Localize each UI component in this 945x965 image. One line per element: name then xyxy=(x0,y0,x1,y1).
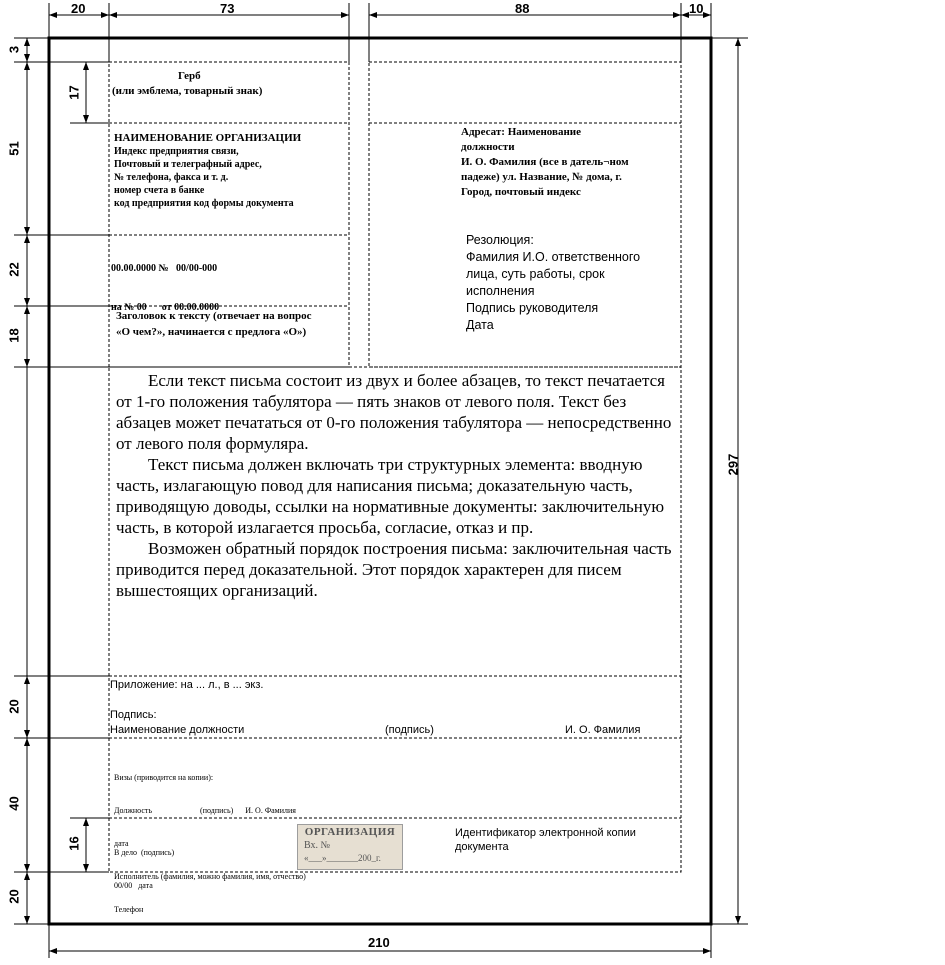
resolution-line: лица, суть работы, срок xyxy=(466,267,605,281)
addressee-block xyxy=(461,125,681,200)
dim-top-73: 73 xyxy=(220,1,235,16)
addressee-line: Город, почтовый индекс xyxy=(461,186,581,198)
dim-left-18: 18 xyxy=(6,328,22,343)
left-arrows xyxy=(24,38,89,924)
stamp-number: Вх. № xyxy=(304,840,331,851)
org-line: номер счета в банке xyxy=(114,185,205,196)
dim-left-22: 22 xyxy=(6,262,22,277)
letter-body xyxy=(116,370,676,601)
resolution-line: Резолюция: xyxy=(466,233,534,247)
org-line: Индекс предприятия связи, xyxy=(114,146,239,157)
filing-line: В дело (подпись) xyxy=(114,848,175,857)
resolution-line: Подпись руководителя xyxy=(466,301,599,315)
heading-line: Заголовок к тексту (отвечает на вопрос xyxy=(116,310,312,322)
addressee-line: падеже) ул. Название, № дома, г. xyxy=(461,171,622,183)
electronic-copy-block xyxy=(455,826,636,854)
stamp-date: «___»_______200_г. xyxy=(304,853,381,863)
visa-line: Телефон xyxy=(114,905,144,914)
filing-block xyxy=(114,825,174,902)
appendix-note: Приложение: на ... л., в ... экз. xyxy=(110,679,264,691)
dim-left-51: 51 xyxy=(6,141,22,156)
visa-line: Должность (подпись) И. О. Фамилия xyxy=(114,806,296,815)
body-paragraph-1: Если текст письма состоит из двух и более абзацев, то текст печатается от 1-го положения табулятора — пять знаков от левого поля. Текст без абзацев может печататься от 0-го положения табулятора — непосредственно от левого поля формуляра. xyxy=(116,371,672,453)
filing-line: 00/00 дата xyxy=(114,881,153,890)
visa-line: дата xyxy=(114,839,129,848)
signature-position: Наименование должности xyxy=(110,724,245,736)
dim-left-20a: 20 xyxy=(6,699,22,714)
dim-left-20b: 20 xyxy=(6,889,22,904)
org-line: № телефона, факса и т. д. xyxy=(114,172,229,183)
dim-left-16: 16 xyxy=(66,836,82,851)
signature-label: Подпись: xyxy=(110,709,157,721)
org-block xyxy=(114,132,348,210)
electronic-copy-line: документа xyxy=(455,841,509,853)
visa-line: Исполнитель (фамилия, можно фамилия, имя, отчество) xyxy=(114,872,306,881)
addressee-line: Адресат: Наименование xyxy=(461,126,582,138)
emblem-block xyxy=(112,69,346,99)
electronic-copy-line: Идентификатор электронной копии xyxy=(455,827,636,839)
resolution-line: исполнения xyxy=(466,284,535,298)
heading-block xyxy=(116,308,348,340)
top-extension-lines xyxy=(49,3,711,62)
dim-left-17: 17 xyxy=(66,85,82,100)
addressee-line: И. О. Фамилия (все в датель¬ном xyxy=(461,156,629,168)
resolution-line: Дата xyxy=(466,318,494,332)
stamp-title: ОРГАНИЗАЦИЯ xyxy=(304,826,396,838)
addressee-line: должности xyxy=(461,141,515,153)
body-paragraph-2: Текст письма должен включать три структурных элемента: вводную часть, излагающую повод для написания письма; доказательную часть, приводящую доводы, ссылки на нормативные документы: заключительную часть, в которой излагается просьба, согласие, отказ и пр. xyxy=(116,455,665,537)
heading-line: «О чем?», начинается с предлога «О») xyxy=(116,326,307,338)
right-dimension-line xyxy=(711,38,748,924)
org-name: НАИМЕНОВАНИЕ ОРГАНИЗАЦИИ xyxy=(114,132,302,144)
body-paragraph-3: Возможен обратный порядок построения письма: заключительная часть приводится перед доказательной. Этот порядок характерен для писем вышестоящих организаций. xyxy=(116,539,672,600)
emblem-title: Герб xyxy=(178,70,201,82)
left-extension-lines xyxy=(14,38,109,924)
emblem-subtitle: (или эмблема, товарный знак) xyxy=(112,85,263,97)
org-line: Почтовый и телеграфный адрес, xyxy=(114,159,262,170)
dim-top-10: 10 xyxy=(689,1,704,16)
resolution-block xyxy=(466,232,680,334)
incoming-stamp xyxy=(297,824,403,870)
reg-number: 00.00.0000 № 00/00-000 xyxy=(111,263,218,274)
reg-reference: на № 00 от 00.00.0000 xyxy=(111,302,220,313)
org-line: код предприятия код формы документа xyxy=(114,198,294,209)
dim-left-3: 3 xyxy=(6,45,22,54)
resolution-line: Фамилия И.О. ответственного xyxy=(466,250,641,264)
dim-height-297: 297 xyxy=(725,453,741,476)
signature-sign: (подпись) xyxy=(385,724,434,736)
visa-line: Визы (приводится на копии): xyxy=(114,773,214,782)
dim-top-88: 88 xyxy=(515,1,530,16)
dim-width-210: 210 xyxy=(368,935,390,950)
dim-left-40: 40 xyxy=(6,796,22,811)
signature-name: И. О. Фамилия xyxy=(565,724,641,736)
dim-top-20: 20 xyxy=(71,1,86,16)
